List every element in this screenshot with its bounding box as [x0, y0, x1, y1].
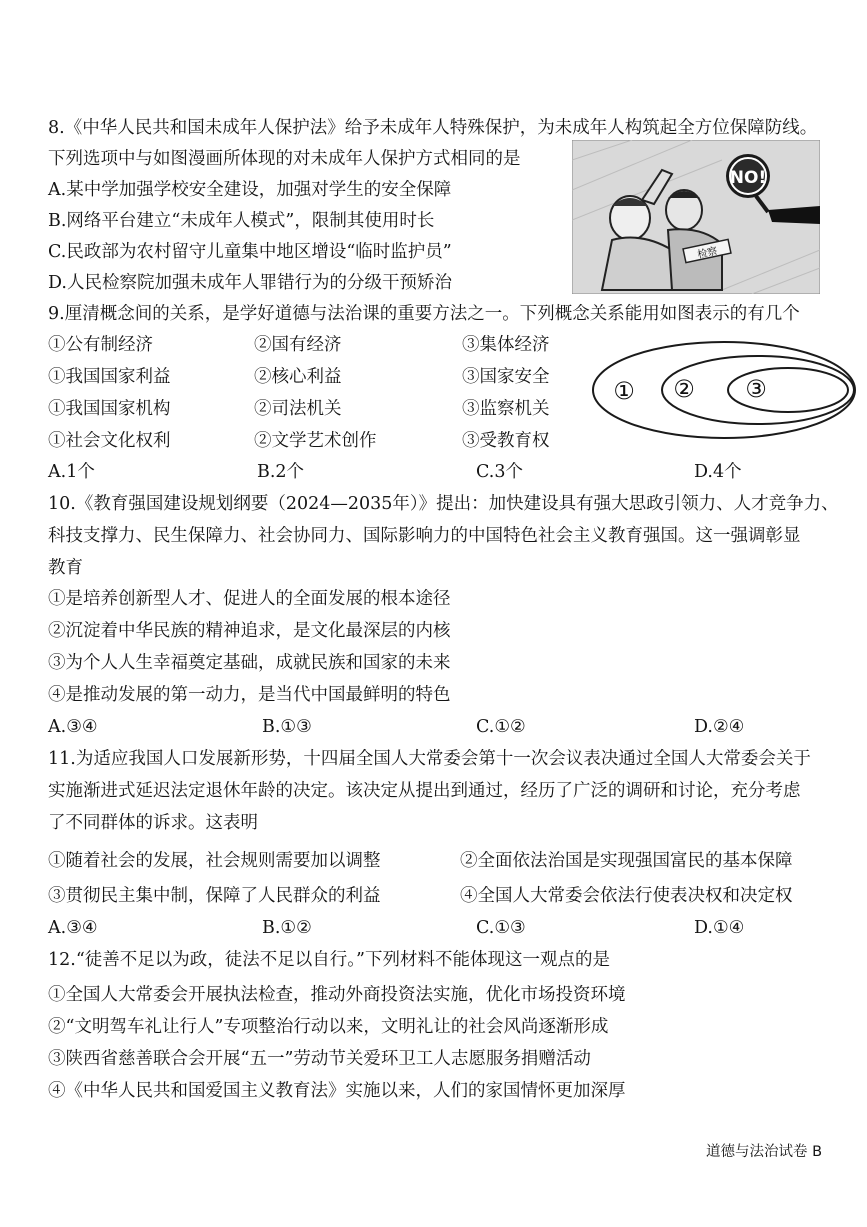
q9-answer-b: B.2个: [257, 462, 305, 482]
q12-item-3: ③陕西省慈善联合会开展“五一”劳动节关爱环卫工人志愿服务捐赠活动: [48, 1049, 591, 1069]
q9-row1-col2: ②国有经济: [254, 335, 342, 355]
q9-row2-col1: ①我国国家利益: [48, 367, 171, 387]
q12-item-2: ②“文明驾车礼让行人”专项整治行动以来，文明礼让的社会风尚逐渐形成: [48, 1017, 609, 1037]
venn-label-3: ③: [745, 375, 767, 403]
q10-stem-line3: 教育: [48, 558, 83, 578]
venn-label-1: ①: [613, 377, 635, 405]
q9-row4-col2: ②文学艺术创作: [254, 431, 377, 451]
q9-row1-col3: ③集体经济: [462, 335, 550, 355]
cartoon-illustration: [572, 140, 820, 294]
q9-row2-col2: ②核心利益: [254, 367, 342, 387]
q11-stem-line2: 实施渐进式延迟法定退休年龄的决定。该决定从提出到通过，经历了广泛的调研和讨论，充分考虑: [48, 781, 801, 801]
q8-option-d: D.人民检察院加强未成年人罪错行为的分级干预矫治: [48, 273, 452, 293]
cartoon-badge-text: 检察: [696, 245, 719, 261]
q8-stem-line2: 下列选项中与如图漫画所体现的对未成年人保护方式相同的是: [48, 149, 521, 169]
concept-venn-diagram: [590, 338, 858, 442]
q11-answer-b: B.①②: [262, 918, 312, 938]
q12-item-4: ④《中华人民共和国爱国主义教育法》实施以来，人们的家国情怀更加深厚: [48, 1081, 626, 1101]
q9-stem: 9.厘清概念间的关系，是学好道德与法治课的重要方法之一。下列概念关系能用如图表示的有几个: [48, 304, 800, 324]
q9-answer-a: A.1个: [48, 462, 95, 482]
q11-answer-d: D.①④: [694, 918, 745, 938]
q9-row1-col1: ①公有制经济: [48, 335, 153, 355]
q11-answer-a: A.③④: [48, 918, 98, 938]
q11-item-3: ③贯彻民主集中制，保障了人民群众的利益: [48, 886, 381, 906]
q12-stem: 12.“徒善不足以为政，徒法不足以自行。”下列材料不能体现这一观点的是: [48, 950, 610, 970]
q9-answer-d: D.4个: [694, 462, 742, 482]
q9-row2-col3: ③国家安全: [462, 367, 550, 387]
q10-item-2: ②沉淀着中华民族的精神追求，是文化最深层的内核: [48, 621, 451, 641]
q11-item-4: ④全国人大常委会依法行使表决权和决定权: [460, 886, 793, 906]
q8-stem-line1: 8.《中华人民共和国未成年人保护法》给予未成年人特殊保护，为未成年人构筑起全方位保障防线。: [48, 118, 818, 138]
q10-stem-line1: 10.《教育强国建设规划纲要（2024—2035年）》提出：加快建设具有强大思政引领力、人才竞争力、: [48, 494, 839, 514]
q11-item-2: ②全面依法治国是实现强国富民的基本保障: [460, 851, 793, 871]
q10-stem-line2: 科技支撑力、民生保障力、社会协同力、国际影响力的中国特色社会主义教育强国。这一强调彰显: [48, 526, 801, 546]
q8-option-c: C.民政部为农村留守儿童集中地区增设“临时监护员”: [48, 242, 452, 262]
q9-row4-col1: ①社会文化权利: [48, 431, 171, 451]
q12-item-1: ①全国人大常委会开展执法检查，推动外商投资法实施，优化市场投资环境: [48, 985, 626, 1005]
q11-stem-line1: 11.为适应我国人口发展新形势，十四届全国人大常委会第十一次会议表决通过全国人大常委会关于: [48, 749, 811, 769]
q9-row3-col3: ③监察机关: [462, 399, 550, 419]
cartoon-sign-text: NO!: [729, 168, 767, 188]
q10-answer-a: A.③④: [48, 717, 98, 737]
q10-item-3: ③为个人人生幸福奠定基础，成就民族和国家的未来: [48, 653, 451, 673]
q9-answer-c: C.3个: [476, 462, 523, 482]
q9-row3-col2: ②司法机关: [254, 399, 342, 419]
q11-stem-line3: 了不同群体的诉求。这表明: [48, 813, 258, 833]
q8-option-a: A.某中学加强学校安全建设，加强对学生的安全保障: [48, 180, 452, 200]
q10-item-4: ④是推动发展的第一动力，是当代中国最鲜明的特色: [48, 685, 451, 705]
q10-item-1: ①是培养创新型人才、促进人的全面发展的根本途径: [48, 589, 451, 609]
q9-row4-col3: ③受教育权: [462, 431, 550, 451]
page-footer: 道德与法治试卷 B: [706, 1144, 823, 1160]
q11-answer-c: C.①③: [476, 918, 526, 938]
venn-label-2: ②: [673, 375, 695, 403]
q9-row3-col1: ①我国国家机构: [48, 399, 171, 419]
q11-item-1: ①随着社会的发展，社会规则需要加以调整: [48, 851, 381, 871]
q10-answer-d: D.②④: [694, 717, 745, 737]
q10-answer-b: B.①③: [262, 717, 312, 737]
q10-answer-c: C.①②: [476, 717, 526, 737]
q8-option-b: B.网络平台建立“未成年人模式”，限制其使用时长: [48, 211, 435, 231]
